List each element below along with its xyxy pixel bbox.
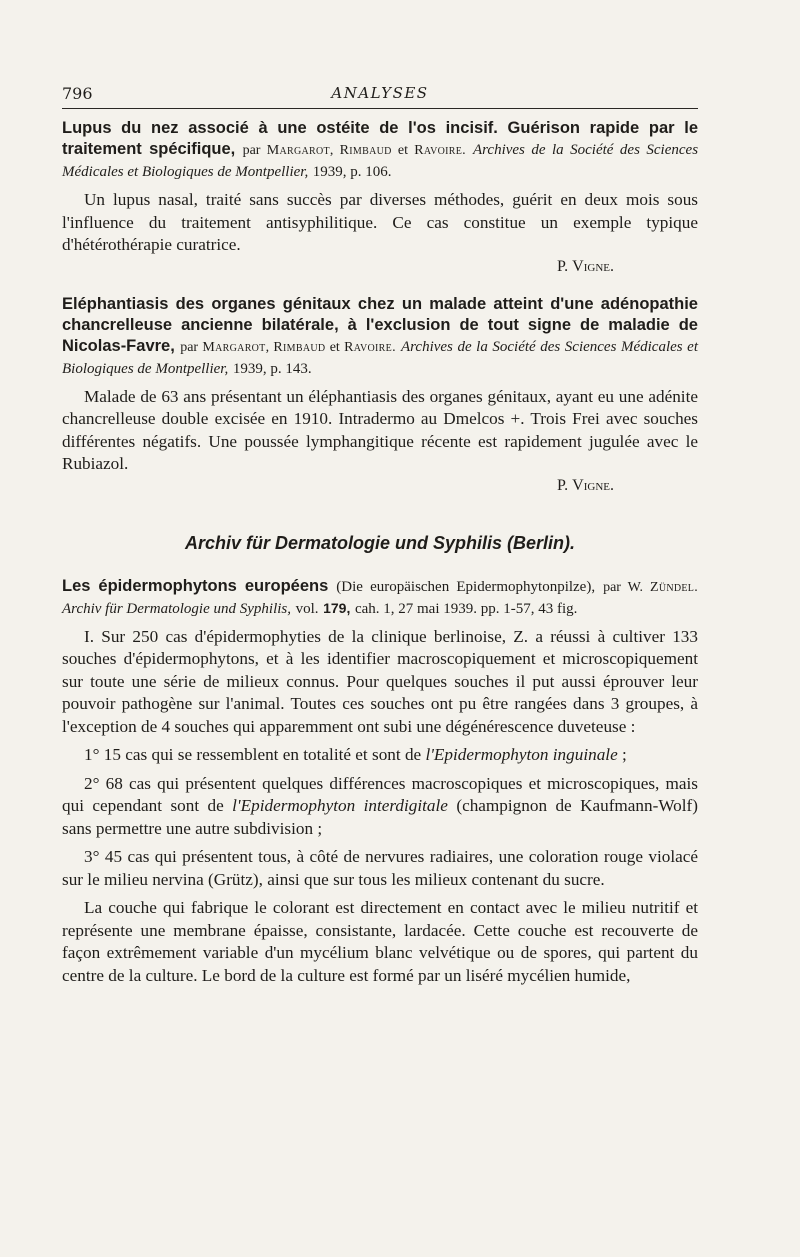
article-3-journal: Archiv für Dermatologie und Syphilis, <box>62 600 291 617</box>
section-title: Archiv für Dermatologie und Syphilis (Berlin). <box>184 532 576 553</box>
article-2-authors: par Margarot, Rimbaud et Ravoire. <box>180 339 396 355</box>
page-number: 796 <box>62 84 93 103</box>
article-1-journal: Archives de la Société des Sciences Médicales et Biologiques de Montpellier, <box>62 142 699 180</box>
article-2-reference: 1939, p. 143. <box>232 360 312 377</box>
article-3-item-3: 3° 45 cas qui présentent tous, à côté de nervures radiaires, une coloration rouge violacé sur le milieu nervina (Grütz), ainsi que sur tous les milieux contenant du sucre. <box>62 847 698 889</box>
article-2-journal: Archives de la Société des Sciences Médicales et Biologiques de Montpellier, <box>62 338 699 377</box>
article-1-signature: P. Vigne. <box>557 257 614 275</box>
article-2-title: Eléphantiasis des organes génitaux chez un malade atteint d'une adénopathie chancrelleuse ancienne bilatérale, à l'exclusion de tout signe de maladie de Nicolas-Favre, <box>62 294 698 355</box>
page-body <box>62 118 698 987</box>
article-3-paragraph-1: I. Sur 250 cas d'épidermophyties de la clinique berlinoise, Z. a réussi à cultiver 133 souches d'épidermophytons, et à les identifier macroscopiquement et microscopiquement sur toute une série de milieux connus. Pour quelques souches il put aussi éprouver leur pouvoir pathogène sur l'animal. Toutes ces souches ont pu être rangées dans 3 groupes, à l'exception de 4 souches qui apparemment ont subi une dégénérescence duveteuse : <box>62 626 698 736</box>
article-1-authors: par Margarot, Rimbaud et Ravoire. <box>242 143 466 158</box>
article-3-authors: par W. Zündel. <box>603 579 699 595</box>
article-2-summary: Malade de 63 ans présentant un éléphantiasis des organes génitaux, ayant eu une adénite chancrelleuse double excisée en 1910. Intradermo au Dmelcos +. Trois Frei avec souches différentes négatifs. Une poussée lymphangitique récente est rapidement jugulée avec le Rubiazol. <box>62 386 698 473</box>
article-3-reference: cah. 1, 27 mai 1939. pp. 1-57, 43 fig. <box>354 600 578 617</box>
article-2-heading <box>62 294 698 380</box>
article-1-heading <box>62 118 698 183</box>
article-1-title: Lupus du nez associé à une ostéite de l'os incisif. Guérison rapide par le traitement spécifique, <box>62 119 698 158</box>
running-title: ANALYSES <box>331 84 429 102</box>
article-2-signature: P. Vigne. <box>557 476 614 494</box>
article-1-summary: Un lupus nasal, traité sans succès par diverses méthodes, guérit en deux mois sous l'influence du traitement antisyphilitique. Ce cas constitue un exemple typique d'hétérothérapie curatrice. <box>62 190 698 254</box>
article-3-title: Les épidermophytons européens <box>62 576 329 595</box>
article-3-item-1: 1° 15 cas qui se ressemblent en totalité et sont de l'Epidermophyton inguinale ; <box>84 745 627 764</box>
article-3-heading: Les épidermophytons européens (Die europäischen Epidermophytonpilze), par W. Zündel. Archiv für Dermatologie und Syphilis, vol. 179, cah. 1, 27 mai 1939. pp. 1-57, 43 fig. <box>62 576 699 617</box>
article-3-subtitle: (Die europäischen Epidermophytonpilze), <box>336 578 596 595</box>
running-header <box>62 82 698 109</box>
article-3-volume: 179, <box>323 599 351 616</box>
article-1-reference: 1939, p. 106. <box>312 164 392 180</box>
article-3-item-2: 2° 68 cas qui présentent quelques différences macroscopiques et microscopiques, mais qui cependant sont de l'Epidermophyton interdigitale (champignon de Kaufmann-Wolf) sans permettre une autre subdivision ; <box>62 773 699 838</box>
article-3-paragraph-2: La couche qui fabrique le colorant est directement en contact avec le milieu nutritif et représente une membrane épaisse, consistante, lardacée. Cette couche est recouverte de façon extrêmement variable d'un mycélium blanc velvétique ou de spores, qui partent du centre de la culture. Le bord de la culture est formé par un liséré mycélien humide, <box>62 898 698 985</box>
